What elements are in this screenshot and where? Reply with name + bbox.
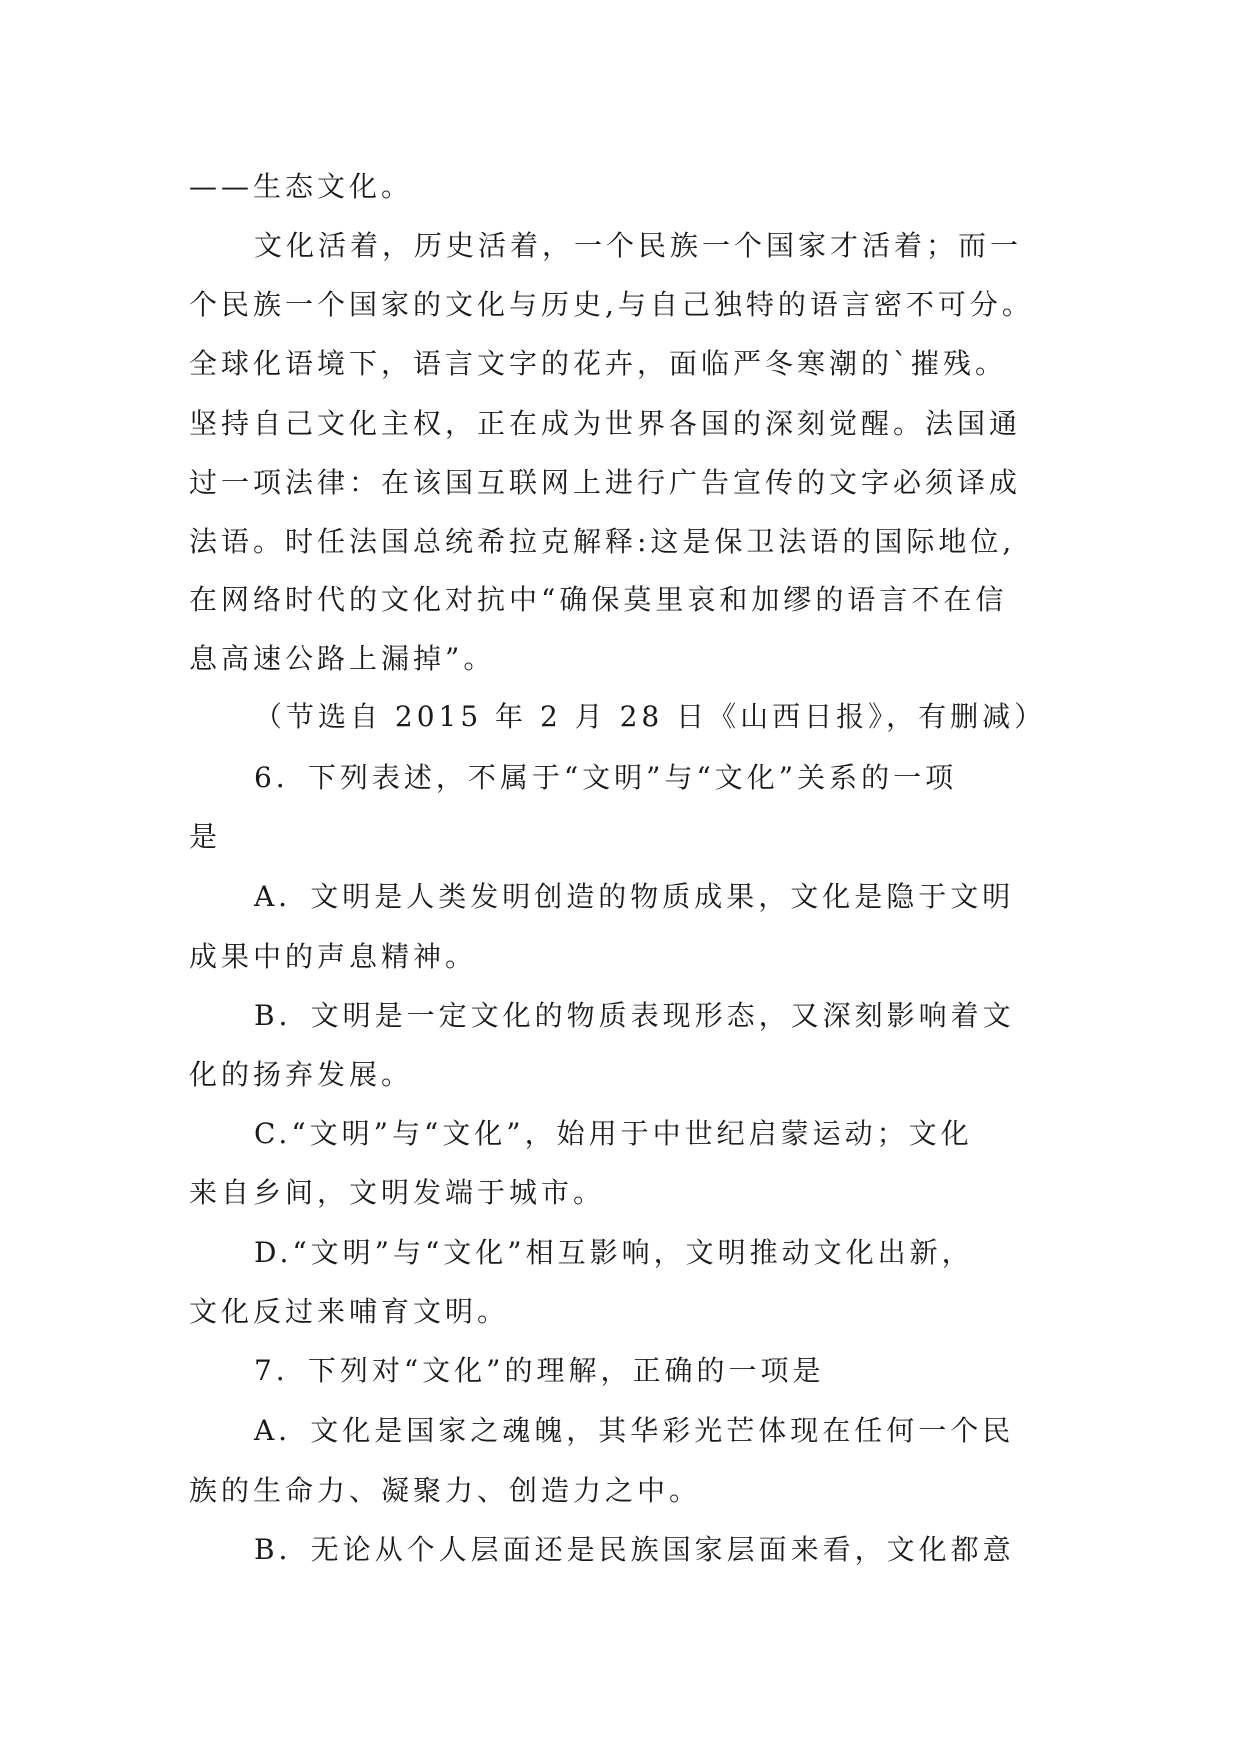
passage-line: 法语。时任法国总统希拉克解释:这是保卫法语的国际地位,	[189, 525, 1016, 558]
passage-line: 全球化语境下，语言文字的花卉，面临严冬寒潮的`摧残。	[189, 347, 1008, 380]
question-6-option-b: B．文明是一定文化的物质表现形态，又深刻影响着文	[254, 999, 1015, 1032]
passage-line: ——生态文化。	[189, 170, 414, 203]
question-6-option-d: 文化反过来哺育文明。	[189, 1295, 510, 1328]
question-6-stem: 是	[189, 820, 222, 853]
question-6-option-c: C.“文明”与“文化”，始用于中世纪启蒙运动；文化	[254, 1117, 973, 1150]
question-6-option-b: 化的扬弃发展。	[189, 1058, 414, 1091]
question-7-option-b: B．无论从个人层面还是民族国家层面来看，文化都意	[254, 1533, 1015, 1566]
passage-line: 在网络时代的文化对抗中“确保莫里哀和加缪的语言不在信	[189, 583, 1008, 616]
question-7-option-a: A．文化是国家之魂魄，其华彩光芒体现在任何一个民	[254, 1414, 1015, 1447]
question-6-option-a: A．文明是人类发明创造的物质成果，文化是隐于文明	[254, 880, 1015, 913]
question-6-option-d: D.“文明”与“文化”相互影响，文明推动文化出新，	[254, 1236, 974, 1269]
passage-line: 息高速公路上漏掉”。	[189, 642, 496, 675]
passage-line: 个民族一个国家的文化与历史,与自己独特的语言密不可分。	[189, 288, 1034, 321]
source-citation: （节选自 2015 年 2 月 28 日《山西日报》，有删减）	[254, 700, 1047, 733]
question-6-option-c: 来自乡间，文明发端于城市。	[189, 1176, 606, 1209]
passage-line: 坚持自己文化主权，正在成为世界各国的深刻觉醒。法国通	[189, 407, 1022, 440]
question-7-stem: 7．下列对“文化”的理解，正确的一项是	[254, 1354, 825, 1387]
question-7-option-a: 族的生命力、凝聚力、创造力之中。	[189, 1474, 702, 1507]
question-6-stem: 6．下列表述，不属于“文明”与“文化”关系的一项	[254, 761, 958, 794]
question-6-option-a: 成果中的声息精神。	[189, 940, 478, 973]
passage-line: 过一项法律：在该国互联网上进行广告宣传的文字必须译成	[189, 466, 1022, 499]
passage-line: 文化活着，历史活着，一个民族一个国家才活着；而一	[254, 229, 1023, 262]
